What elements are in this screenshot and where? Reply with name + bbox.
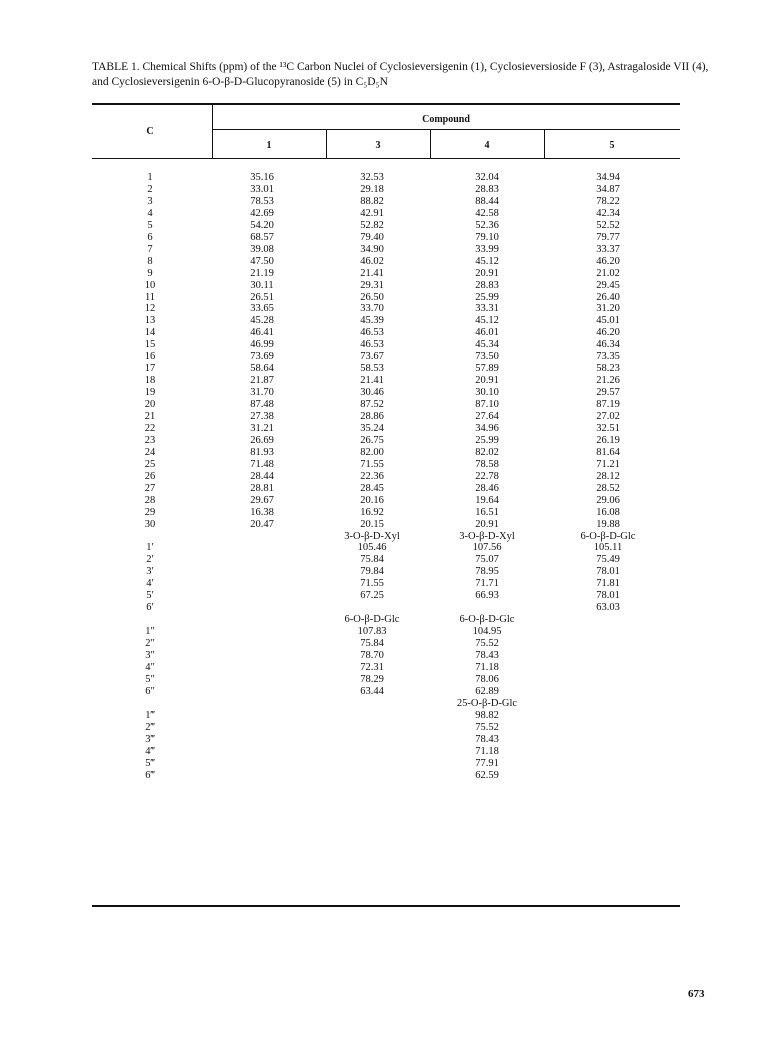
shift-value: 63.03	[596, 602, 620, 614]
top-rule	[92, 103, 680, 105]
carbon-label: 5	[147, 219, 153, 231]
table-row	[92, 351, 680, 363]
shift-value: 71.55	[360, 578, 384, 590]
sugar-label: 3-O-β-D-Xyl	[344, 530, 400, 542]
carbon-label: 13	[144, 315, 156, 327]
shift-value: 78.58	[475, 458, 499, 470]
shift-value: 45.34	[475, 339, 499, 351]
carbon-label: 2″	[145, 638, 155, 650]
carbon-label: 4	[147, 207, 153, 219]
carbon-label: 2′	[146, 554, 154, 566]
shift-value: 75.52	[475, 721, 499, 733]
carbon-label: 6′	[146, 602, 154, 614]
shift-value: 25.99	[475, 291, 499, 303]
carbon-label: 23	[144, 434, 156, 446]
table-row	[92, 758, 680, 770]
table-row	[92, 315, 680, 327]
table-row	[92, 339, 680, 351]
shift-value: 33.70	[360, 303, 384, 315]
shift-value: 71.48	[250, 458, 274, 470]
carbon-label: 25	[144, 458, 156, 470]
carbon-label: 5′	[146, 590, 154, 602]
carbon-label: 2‴	[145, 721, 155, 733]
table-row	[92, 602, 680, 614]
shift-value: 31.21	[250, 422, 274, 434]
shift-value: 79.40	[360, 231, 384, 243]
table-row	[92, 244, 680, 256]
header-bottom-rule	[92, 158, 680, 159]
shift-value: 87.19	[596, 399, 620, 410]
sugar-label-row	[92, 614, 680, 626]
shift-value: 78.70	[360, 650, 384, 661]
table-row	[92, 220, 680, 232]
shift-value: 27.64	[475, 411, 499, 422]
carbon-label: 27	[144, 482, 156, 494]
carbon-label: 1″	[145, 626, 155, 638]
shift-value: 82.00	[360, 446, 384, 458]
shift-value: 81.93	[250, 446, 274, 458]
shift-value: 21.02	[596, 267, 620, 279]
shift-value: 31.70	[250, 387, 274, 399]
table-row	[92, 554, 680, 566]
carbon-label: 10	[144, 279, 156, 291]
shift-value: 34.90	[360, 243, 384, 255]
shift-value: 42.34	[596, 207, 620, 219]
shift-value: 46.53	[360, 339, 384, 351]
shift-value: 47.50	[250, 255, 274, 267]
shift-value: 27.02	[596, 411, 620, 422]
table-row	[92, 435, 680, 447]
table-row	[92, 590, 680, 602]
table-row	[92, 578, 680, 590]
shift-value: 26.51	[250, 291, 274, 303]
shift-value: 72.31	[360, 662, 384, 673]
shift-value: 34.94	[596, 172, 620, 183]
shift-value: 66.93	[475, 590, 499, 602]
carbon-label: 28	[144, 494, 156, 506]
shift-value: 82.02	[475, 446, 499, 458]
table-row	[92, 411, 680, 423]
table-row	[92, 459, 680, 471]
shift-value: 67.25	[360, 590, 384, 602]
compound-header: Compound	[422, 114, 470, 125]
shift-value: 45.12	[475, 255, 499, 267]
shift-value: 29.18	[360, 183, 384, 195]
shift-value: 71.55	[360, 458, 384, 470]
carbon-label: 4‴	[145, 745, 155, 757]
table-row	[92, 674, 680, 686]
shift-value: 29.31	[360, 279, 384, 291]
shift-value: 21.26	[596, 375, 620, 387]
shift-value: 33.01	[250, 183, 274, 195]
table-row	[92, 722, 680, 734]
shift-value: 30.11	[250, 279, 274, 291]
shift-value: 21.87	[250, 375, 274, 387]
shift-value: 73.67	[360, 351, 384, 363]
table-row	[92, 626, 680, 638]
column-header-4: 4	[484, 140, 490, 151]
carbon-label: 22	[144, 422, 156, 434]
shift-value: 78.06	[475, 673, 499, 685]
table-row	[92, 363, 680, 375]
shift-value: 73.69	[250, 351, 274, 363]
c-column-header: C	[146, 126, 154, 137]
shift-value: 78.53	[250, 195, 274, 207]
table-row	[92, 268, 680, 280]
shift-value: 58.23	[596, 363, 620, 375]
carbon-label: 26	[144, 470, 156, 482]
table-row	[92, 734, 680, 746]
sugar-label: 6-O-β-D-Glc	[580, 530, 636, 542]
shift-value: 20.15	[360, 518, 384, 530]
shift-value: 75.49	[596, 554, 620, 566]
carbon-label: 5‴	[145, 757, 155, 769]
shift-value: 31.20	[596, 303, 620, 315]
shift-value: 107.56	[472, 542, 502, 554]
shift-value: 29.06	[596, 494, 620, 506]
table-row	[92, 507, 680, 519]
shift-value: 75.84	[360, 638, 384, 650]
table-row	[92, 710, 680, 722]
column-header-1: 1	[266, 140, 272, 151]
shift-value: 78.95	[475, 566, 499, 578]
table-row	[92, 686, 680, 698]
shift-value: 21.19	[250, 267, 274, 279]
carbon-label: 2	[147, 183, 153, 195]
shift-value: 79.77	[596, 231, 620, 243]
carbon-label: 19	[144, 387, 156, 399]
shift-value: 52.82	[360, 219, 384, 231]
table-row	[92, 483, 680, 495]
shift-value: 46.20	[596, 255, 620, 267]
carbon-label: 11	[144, 291, 156, 303]
shift-value: 46.99	[250, 339, 274, 351]
sugar-label: 3-O-β-D-Xyl	[459, 530, 515, 542]
shift-value: 20.47	[250, 518, 274, 530]
shift-value: 19.88	[596, 518, 620, 530]
shift-value: 75.84	[360, 554, 384, 566]
page-number: 673	[688, 988, 705, 1000]
shift-value: 45.12	[475, 315, 499, 327]
carbon-label: 4′	[146, 578, 154, 590]
carbon-label: 3′	[146, 566, 154, 578]
shift-value: 26.75	[360, 434, 384, 446]
shift-value: 26.50	[360, 291, 384, 303]
shift-value: 42.91	[360, 207, 384, 219]
carbon-label: 18	[144, 375, 156, 387]
column-header-3: 3	[375, 140, 381, 151]
table-row	[92, 303, 680, 315]
shift-value: 87.48	[250, 399, 274, 410]
carbon-label: 1	[147, 172, 153, 183]
shift-value: 35.24	[360, 422, 384, 434]
sugar-label: 25-O-β-D-Glc	[456, 697, 518, 709]
carbon-label: 16	[144, 351, 156, 363]
shift-value: 30.10	[475, 387, 499, 399]
shift-value: 16.08	[596, 506, 620, 518]
shift-value: 45.01	[596, 315, 620, 327]
table-row	[92, 172, 680, 184]
shift-value: 33.65	[250, 303, 274, 315]
shift-value: 16.38	[250, 506, 274, 518]
sugar-label-row	[92, 698, 680, 710]
shift-value: 28.45	[360, 482, 384, 494]
shift-value: 71.18	[475, 745, 499, 757]
sugar-label: 6-O-β-D-Glc	[459, 614, 515, 626]
shift-value: 78.22	[596, 195, 620, 207]
shift-value: 16.51	[475, 506, 499, 518]
carbon-label: 14	[144, 327, 156, 339]
table-row	[92, 447, 680, 459]
table-row	[92, 519, 680, 531]
shift-value: 22.36	[360, 470, 384, 482]
compound-underline	[212, 129, 680, 130]
shift-value: 28.52	[596, 482, 620, 494]
shift-value: 58.64	[250, 363, 274, 375]
table-row	[92, 471, 680, 483]
shift-value: 79.10	[475, 231, 499, 243]
carbon-label: 30	[144, 518, 156, 530]
shift-value: 33.31	[475, 303, 499, 315]
shift-value: 62.59	[475, 769, 499, 781]
shift-value: 73.50	[475, 351, 499, 363]
shift-value: 54.20	[250, 219, 274, 231]
column-header-5: 5	[609, 140, 615, 151]
shift-value: 46.01	[475, 327, 499, 339]
table-row	[92, 387, 680, 399]
shift-value: 68.57	[250, 231, 274, 243]
table-row	[92, 423, 680, 435]
table-row	[92, 327, 680, 339]
shift-value: 22.78	[475, 470, 499, 482]
shift-value: 21.41	[360, 375, 384, 387]
shift-value: 71.21	[596, 458, 620, 470]
shift-value: 78.43	[475, 733, 499, 745]
shift-value: 34.87	[596, 183, 620, 195]
shift-value: 45.39	[360, 315, 384, 327]
table-row	[92, 292, 680, 304]
shift-value: 98.82	[475, 709, 499, 721]
shift-value: 107.83	[357, 626, 387, 638]
shift-value: 29.45	[596, 279, 620, 291]
table-row	[92, 542, 680, 554]
shift-value: 29.67	[250, 494, 274, 506]
shift-value: 32.51	[596, 422, 620, 434]
shift-value: 57.89	[475, 363, 499, 375]
table-row	[92, 566, 680, 578]
shift-value: 78.01	[596, 590, 620, 602]
table-row	[92, 662, 680, 674]
carbon-label: 1‴	[145, 709, 155, 721]
shift-value: 30.46	[360, 387, 384, 399]
shift-value: 25.99	[475, 434, 499, 446]
shift-value: 21.41	[360, 267, 384, 279]
shift-value: 62.89	[475, 685, 499, 697]
shift-value: 105.46	[357, 542, 387, 554]
carbon-label: 21	[144, 411, 156, 422]
shift-value: 28.46	[475, 482, 499, 494]
shift-value: 20.16	[360, 494, 384, 506]
table-row	[92, 184, 680, 196]
carbon-label: 7	[147, 243, 153, 255]
carbon-label: 6‴	[145, 769, 155, 781]
table-row	[92, 208, 680, 220]
carbon-label: 5″	[145, 673, 155, 685]
table-row	[92, 495, 680, 507]
carbon-label: 3″	[145, 650, 155, 661]
carbon-label: 1′	[146, 542, 154, 554]
carbon-label: 20	[144, 399, 156, 410]
shift-value: 75.52	[475, 638, 499, 650]
shift-value: 34.96	[475, 422, 499, 434]
carbon-label: 3	[147, 195, 153, 207]
table-row	[92, 196, 680, 208]
shift-value: 29.57	[596, 387, 620, 399]
shift-value: 75.07	[475, 554, 499, 566]
table-row	[92, 746, 680, 758]
shift-value: 46.53	[360, 327, 384, 339]
shift-value: 46.41	[250, 327, 274, 339]
shift-value: 52.52	[596, 219, 620, 231]
shift-value: 52.36	[475, 219, 499, 231]
shift-value: 73.35	[596, 351, 620, 363]
sugar-label-row	[92, 531, 680, 543]
carbon-label: 8	[147, 255, 153, 267]
shift-value: 42.58	[475, 207, 499, 219]
shift-value: 19.64	[475, 494, 499, 506]
shift-value: 71.18	[475, 662, 499, 673]
shift-value: 28.12	[596, 470, 620, 482]
carbon-label: 3‴	[145, 733, 155, 745]
shift-value: 71.71	[475, 578, 499, 590]
shift-value: 26.69	[250, 434, 274, 446]
table-row	[92, 280, 680, 292]
table-row	[92, 650, 680, 662]
shift-value: 26.19	[596, 434, 620, 446]
shift-value: 35.16	[250, 172, 274, 183]
shift-value: 16.92	[360, 506, 384, 518]
shift-value: 28.83	[475, 279, 499, 291]
shift-value: 81.64	[596, 446, 620, 458]
shift-value: 27.38	[250, 411, 274, 422]
table-row	[92, 375, 680, 387]
shift-value: 104.95	[472, 626, 502, 638]
shift-value: 78.01	[596, 566, 620, 578]
shift-value: 32.04	[475, 172, 499, 183]
shift-value: 46.20	[596, 327, 620, 339]
carbon-label: 29	[144, 506, 156, 518]
shift-value: 39.08	[250, 243, 274, 255]
table-row	[92, 770, 680, 782]
shift-value: 87.52	[360, 399, 384, 410]
table-row	[92, 399, 680, 411]
shift-value: 79.84	[360, 566, 384, 578]
carbon-label: 15	[144, 339, 156, 351]
shift-value: 71.81	[596, 578, 620, 590]
table-row	[92, 232, 680, 244]
shift-value: 63.44	[360, 685, 384, 697]
shift-value: 46.02	[360, 255, 384, 267]
carbon-label: 6	[147, 231, 153, 243]
carbon-label: 17	[144, 363, 156, 375]
shift-value: 46.34	[596, 339, 620, 351]
shift-value: 78.43	[475, 650, 499, 661]
shift-value: 28.86	[360, 411, 384, 422]
shift-value: 20.91	[475, 518, 499, 530]
shift-value: 33.99	[475, 243, 499, 255]
table-row	[92, 638, 680, 650]
table-caption: TABLE 1. Chemical Shifts (ppm) of the ¹³C Carbon Nuclei of Cyclosieversigenin (1), Cyclosieversioside F (3), Astragaloside VII (4), and Cyclosieversigenin 6-O-β-D-Glucopyranoside (5) in C₅D₅N	[92, 61, 709, 88]
shift-value: 87.10	[475, 399, 499, 410]
shift-value: 45.28	[250, 315, 274, 327]
shift-value: 28.44	[250, 470, 274, 482]
bottom-rule	[92, 905, 680, 907]
table-row	[92, 256, 680, 268]
shift-value: 58.53	[360, 363, 384, 375]
shift-value: 28.83	[475, 183, 499, 195]
shift-value: 88.44	[475, 195, 499, 207]
carbon-label: 6″	[145, 685, 155, 697]
carbon-label: 24	[144, 446, 156, 458]
sugar-label: 6-O-β-D-Glc	[344, 614, 400, 626]
carbon-label: 12	[144, 303, 156, 315]
shift-value: 88.82	[360, 195, 384, 207]
shift-value: 77.91	[475, 757, 499, 769]
shift-value: 78.29	[360, 673, 384, 685]
shift-value: 28.81	[250, 482, 274, 494]
shift-value: 42.69	[250, 207, 274, 219]
shift-value: 20.91	[475, 375, 499, 387]
shift-value: 105.11	[593, 542, 623, 554]
carbon-label: 4″	[145, 662, 155, 673]
shift-value: 20.91	[475, 267, 499, 279]
shift-value: 26.40	[596, 291, 620, 303]
shift-value: 33.37	[596, 243, 620, 255]
carbon-label: 9	[147, 267, 153, 279]
shift-value: 32.53	[360, 172, 384, 183]
